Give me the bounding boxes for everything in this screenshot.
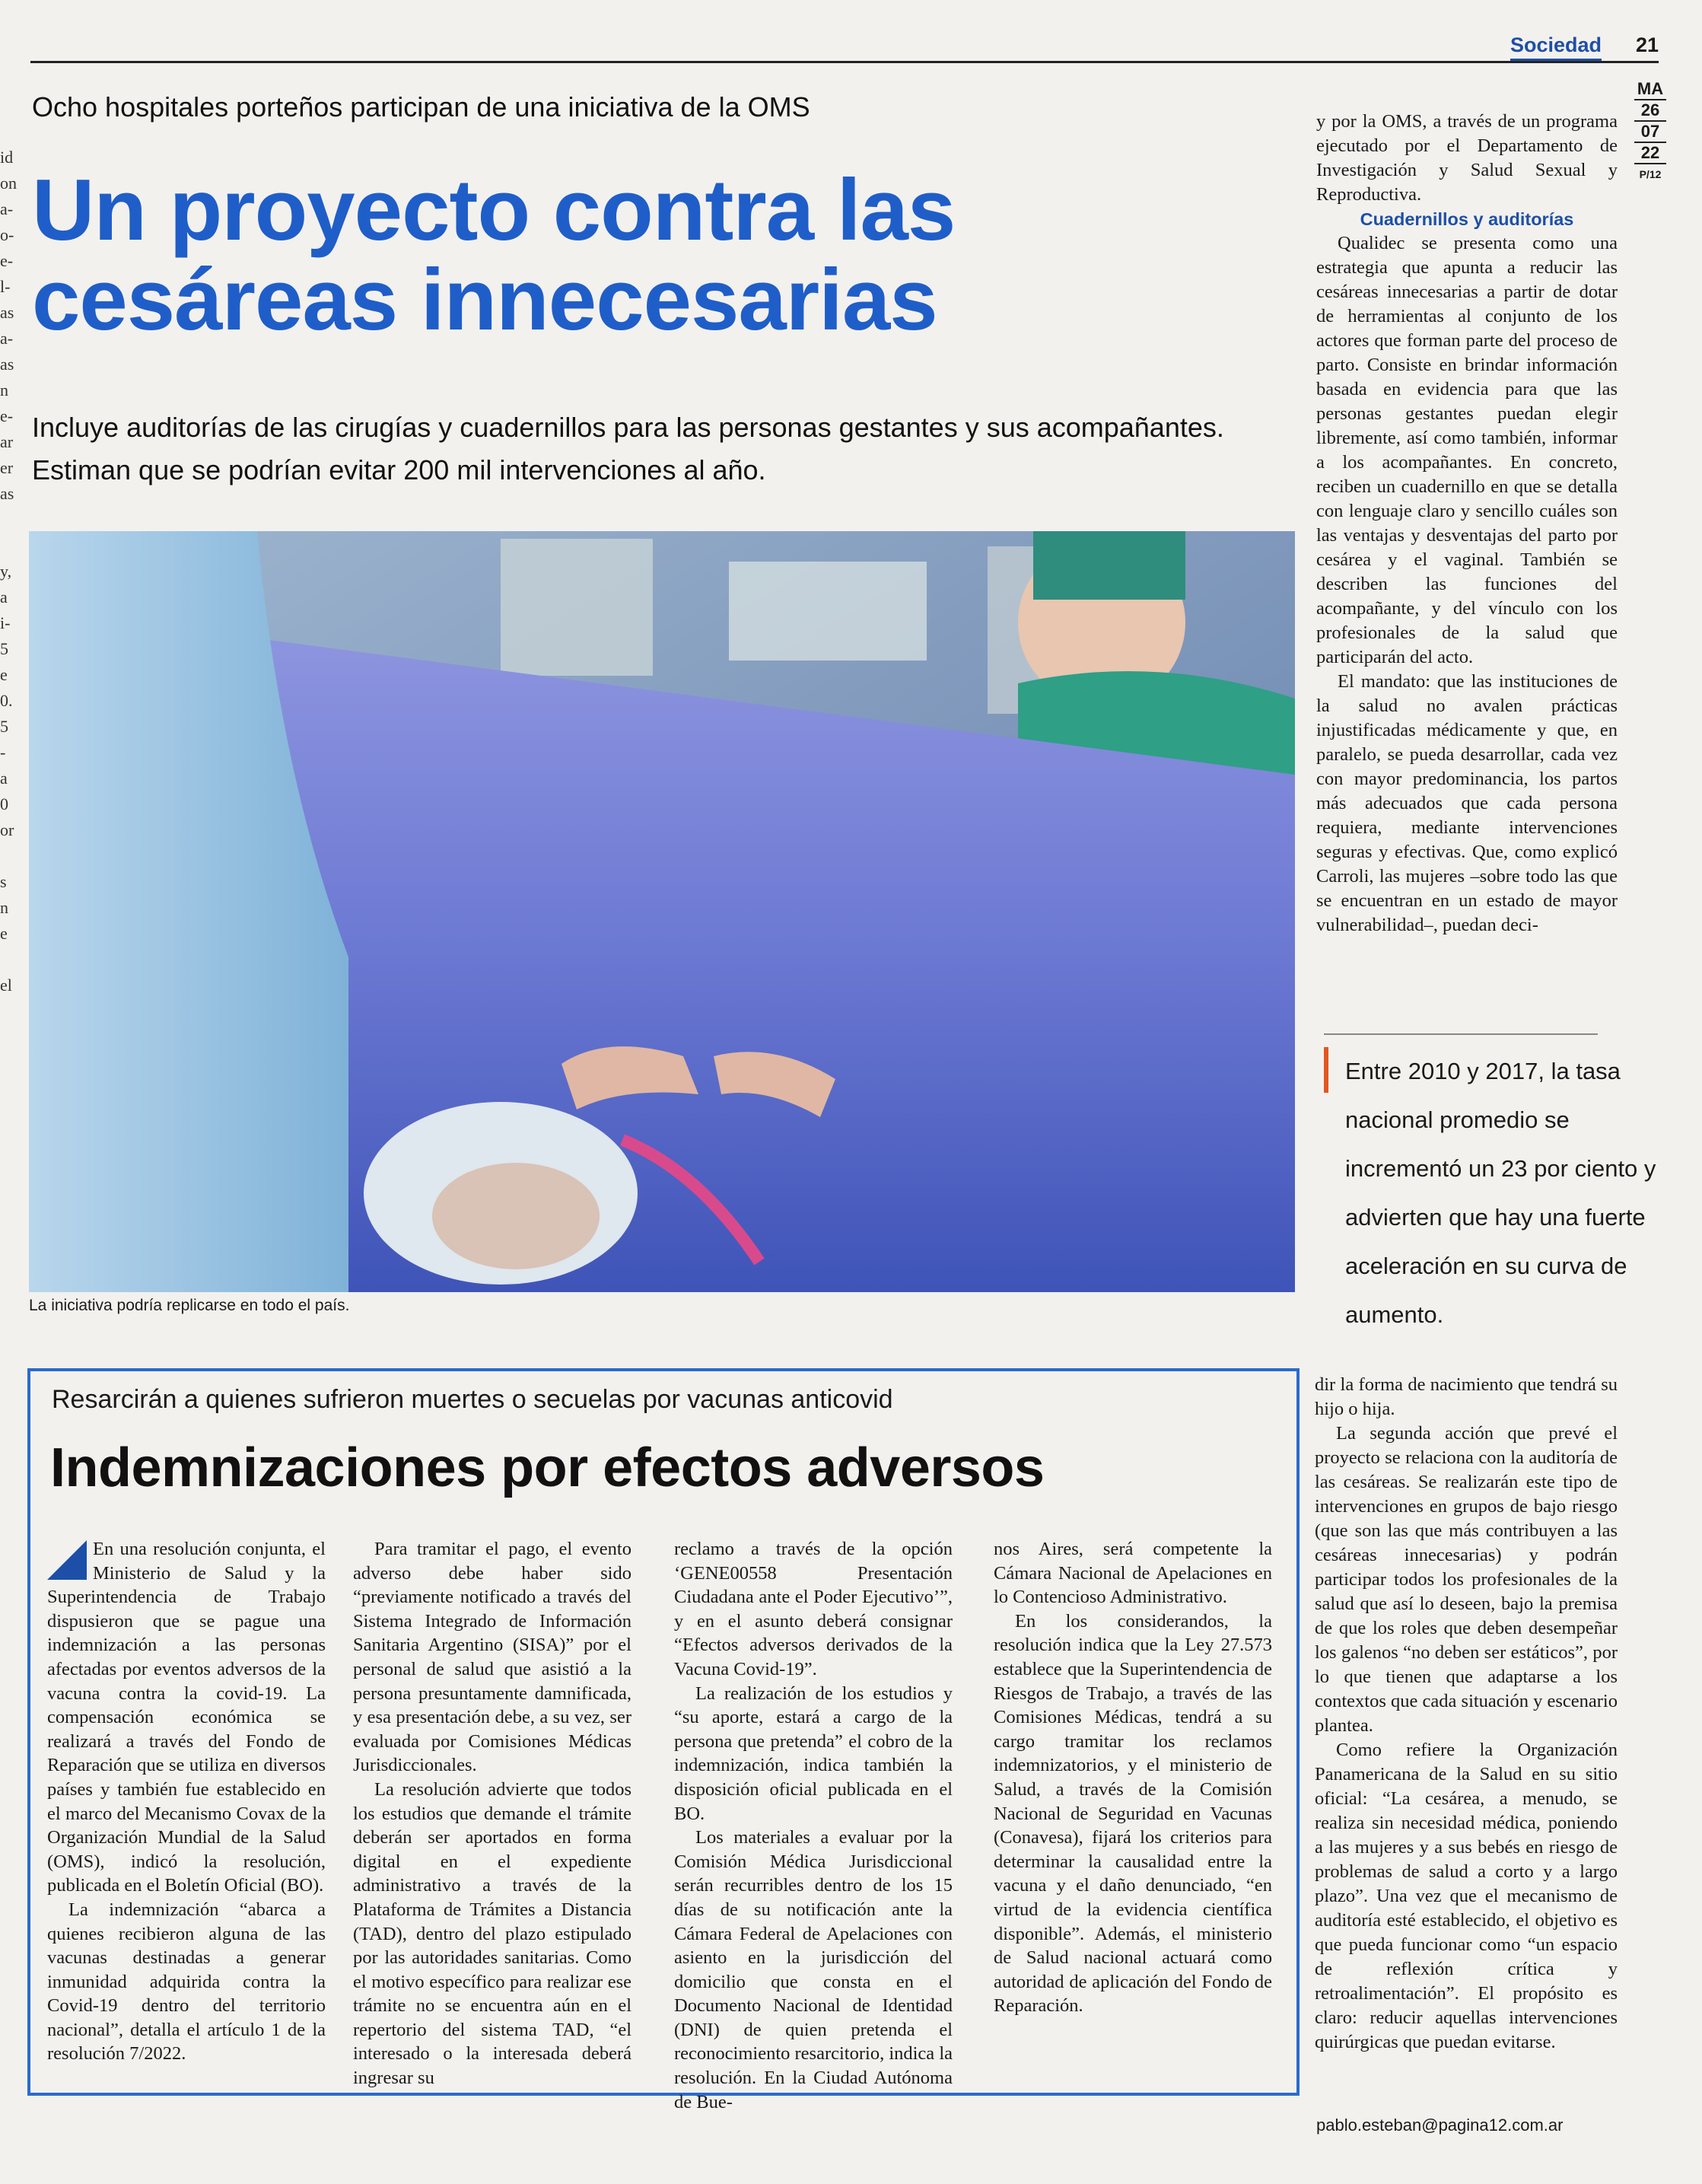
paragraph: En una resolución conjunta, el Ministerio de Salud y la Superintendencia de Trabajo dispusieron que se pague una indemnización a las personas afectadas por eventos adversos de la vacuna contra la covid-19. La compensación económica se realizará a través del Fondo de Reparación que se utiliza en diversos países y también fue establecido en el marco del Mecanismo Covax de la Organización Mundial de la Salud (OMS), indicó la resolución, publicada en el Boletín Oficial (BO).: [47, 1539, 326, 1896]
paragraph: La resolución advierte que todos los estudios que demande el trámite deberán ser aportados en forma digital en el expediente administrativo a través de la Plataforma de Trámites a Distancia (TAD), dentro del plazo estipulado por las autoridades sanitarias. Como el motivo específico para realizar ese trámite no se encuentra aún en el repertorio del sistema TAD, “el interesado o la interesada deberá ingresar su: [353, 1778, 631, 2089]
edge-fragment: er: [0, 458, 14, 477]
paragraph: reclamo a través de la opción ‘GENE00558 Presentación Ciudadana ante el Poder Ejecutivo’”, y en el asunto deberá consignar “Efectos adversos derivados de la Vacuna Covid-19”.: [674, 1539, 953, 1679]
edge-fragment: a-: [0, 199, 14, 218]
adjacent-column-fragments: [0, 145, 17, 2184]
edge-fragment: or: [0, 820, 14, 839]
paragraph: El mandato: que las instituciones de la salud no avalen prácticas injustificadas médicamente y que, en paralelo, se pueda desarrollar, cada vez con mayor predominancia, los partos más adecuados que cada persona requiera, mediante intervenciones seguras y efectivas. Que, como explicó Carroli, las mujeres –sobre todo las que se encuentran en un estado de mayor vulnerabilidad–, puedan deci-: [1316, 671, 1618, 935]
edge-fragment: s: [0, 872, 7, 891]
date-month: 07: [1634, 122, 1666, 143]
edge-fragment: n: [0, 898, 8, 917]
boxed-article-kicker: Resarcirán a quienes sufrieron muertes o secuelas por vacunas anticovid: [52, 1385, 893, 1414]
edge-fragment: n: [0, 380, 8, 400]
edge-fragment: a: [0, 587, 8, 606]
boxed-article-column-1: [47, 1537, 326, 2066]
edge-fragment: [0, 507, 14, 533]
main-article-column-bottom: [1315, 1373, 1618, 2055]
edge-fragment: as: [0, 355, 14, 374]
paragraph: Qualidec se presenta como una estrategia que apunta a reducir las cesáreas innecesarias a partir de dotar de herramientas al conjunto de los actores que forman parte del proceso de parto. Consiste en brindar información basada en evidencia para que las personas gestantes puedan elegir libremente, así como también, informar a los acompañantes. En concreto, reciben un cuadernillo en que se detalla con lenguaje claro y sencillo cuáles son las ventajas y desventajas del parto por cesárea y el vaginal. También se describen las funciones del acompañante, y del vínculo con los profesionales de la salud que participarán del acto.: [1316, 233, 1618, 667]
paragraph: Para tramitar el pago, el evento adverso debe haber sido “previamente notificado a través del Sistema Integrado de Información Sanitaria Argentino (SISA)” por el personal de salud que asistió a la persona presuntamente damnificada, y esa presentación debe, a su vez, ser evaluada por Comisiones Médicas Jurisdiccionales.: [353, 1539, 631, 1776]
edge-fragment: 5: [0, 639, 8, 658]
edge-fragment: id: [0, 148, 14, 167]
edge-fragment: 0: [0, 794, 8, 813]
paragraph: Como refiere la Organización Panamericana de la Salud en su sitio oficial: “La cesárea, a menudo, se realiza sin necesidad médica, poniendo a las mujeres y a sus bebés en riesgo de problemas de salud a corto y a largo plazo”. Una vez que el mecanismo de auditoría esté establecido, el objetivo es que pueda funcionar como “un espacio de reflexión crítica y retroalimentación”. El propósito es claro: reducir aquellas intervenciones quirúrgicas que puedan evitarse.: [1315, 1740, 1618, 2052]
paragraph: Los materiales a evaluar por la Comisión Médica Jurisdiccional serán recurribles dentro de los 15 días de su notificación ante la Cámara Federal de Apelaciones con asiento en la jurisdicción del domicilio que consta en el Documento Nacional de Identidad (DNI) de quien pretenda el reconocimiento resarcitorio, indica la resolución. En la Ciudad Autónoma de Bue-: [674, 1827, 953, 2112]
edge-fragment: on: [0, 174, 17, 193]
edge-fragment: e: [0, 924, 8, 943]
paragraph: y por la OMS, a través de un programa ejecutado por el Departamento de Investigación y Salud Sexual y Reproductiva.: [1316, 111, 1618, 205]
article-deck: Incluye auditorías de las cirugías y cuadernillos para las personas gestantes y sus acompañantes. Estiman que se podrían evitar 200 mil intervenciones al año.: [32, 412, 1224, 486]
edge-fragment: el: [0, 976, 12, 995]
boxed-article-title: Indemnizaciones por efectos adversos: [50, 1437, 1045, 1498]
header-rule: [30, 61, 1659, 63]
pullquote-rule: [1324, 1033, 1598, 1035]
edge-fragment: 0.: [0, 691, 13, 710]
date-day: 26: [1634, 100, 1666, 122]
edge-fragment: 5: [0, 717, 8, 736]
main-article-column-top: [1316, 110, 1618, 938]
paragraph: En los considerandos, la resolución indica que la Ley 27.573 establece que la Superintendencia de Riesgos de Trabajo, a través de las Comisiones Médicas, tendrá a su cargo tramitar los reclamos indemnizatorios, y el ministerio de Salud, a través de la Comisión Nacional de Seguridad en Vacunas (Conavesa), fijará los criterios para determinar la causalidad entre la vacuna y el daño denunciado, “en virtud de la evidencia científica disponible”. Además, el ministerio de Salud nacional actuará como autoridad de aplicación del Fondo de Reparación.: [994, 1610, 1272, 2017]
edge-fragment: a: [0, 769, 8, 788]
edge-fragment: a-: [0, 329, 14, 348]
pullquote: Entre 2010 y 2017, la tasa nacional promedio se incrementó un 23 por ciento y advierten que hay una fuerte aceleración en su curva de aumento.: [1345, 1058, 1656, 1328]
surgery-photo: [29, 531, 1295, 1292]
date-day-name: MA: [1634, 79, 1666, 100]
edge-fragment: l-: [0, 277, 11, 296]
edge-fragment: e-: [0, 406, 14, 425]
date-block: [1634, 79, 1666, 184]
article-kicker: Ocho hospitales porteños participan de una iniciativa de la OMS: [32, 91, 810, 123]
edge-fragment: e-: [0, 251, 14, 270]
paragraph: nos Aires, será competente la Cámara Nacional de Apelaciones en lo Contencioso Administrativo.: [994, 1539, 1272, 1608]
paragraph: La indemnización “abarca a quienes recibieron alguna de las vacunas destinadas a generar inmunidad adquirida contra la Covid-19 dentro del territorio nacional”, detalla el artículo 1 de la resolución 7/2022.: [47, 1899, 326, 2065]
edge-fragment: [0, 533, 14, 559]
paragraph: La segunda acción que prevé el proyecto se relaciona con la auditoría de las cesáreas. Se realizarán este tipo de intervenciones en grupos de bajo riesgo (que son las que más contribuyen a las cesáreas innecesarias) y podrán participar todos los profesionales de la salud que así lo deseen, bajo la premisa de que los roles que deben desempeñar los galenos “no deben ser estáticos”, por lo que tienen que adaptarse a los contextos que cada situación y escenario plantea.: [1315, 1423, 1618, 1736]
page-number: 21: [1636, 33, 1659, 56]
article-headline: Un proyecto contra las cesáreas innecesarias: [32, 162, 956, 349]
photo-caption: La iniciativa podría replicarse en todo el país.: [29, 1297, 350, 1314]
edge-fragment: e: [0, 665, 8, 684]
boxed-article-column-3: [674, 1537, 953, 2114]
edge-fragment: as: [0, 484, 14, 503]
date-edition: P/12: [1639, 168, 1662, 180]
edge-fragment: y,: [0, 562, 12, 581]
author-email[interactable]: pablo.esteban@pagina12.com.ar: [1316, 2116, 1564, 2135]
section-subhead: Cuadernillos y auditorías: [1360, 209, 1574, 229]
paragraph: dir la forma de nacimiento que tendrá su hijo o hija.: [1315, 1374, 1618, 1419]
boxed-article-column-2: [353, 1537, 631, 2090]
edge-fragment: -: [0, 743, 6, 762]
section-label: Sociedad: [1510, 33, 1602, 63]
boxed-article-column-4: [994, 1537, 1272, 2018]
edge-fragment: as: [0, 303, 14, 322]
edge-fragment: ar: [0, 432, 14, 451]
edge-fragment: i-: [0, 613, 11, 632]
edge-fragment: [0, 947, 14, 973]
edge-fragment: o-: [0, 225, 14, 244]
edge-fragment: [0, 843, 14, 869]
drop-triangle-icon: [47, 1540, 87, 1580]
paragraph: La realización de los estudios y “su aporte, estará a cargo de la persona que pretenda” el cobro de la indemnización, indica también la disposición oficial publicada en el BO.: [674, 1683, 953, 1824]
date-year: 22: [1634, 143, 1666, 164]
surgery-photo-illustration: [29, 531, 1295, 1292]
